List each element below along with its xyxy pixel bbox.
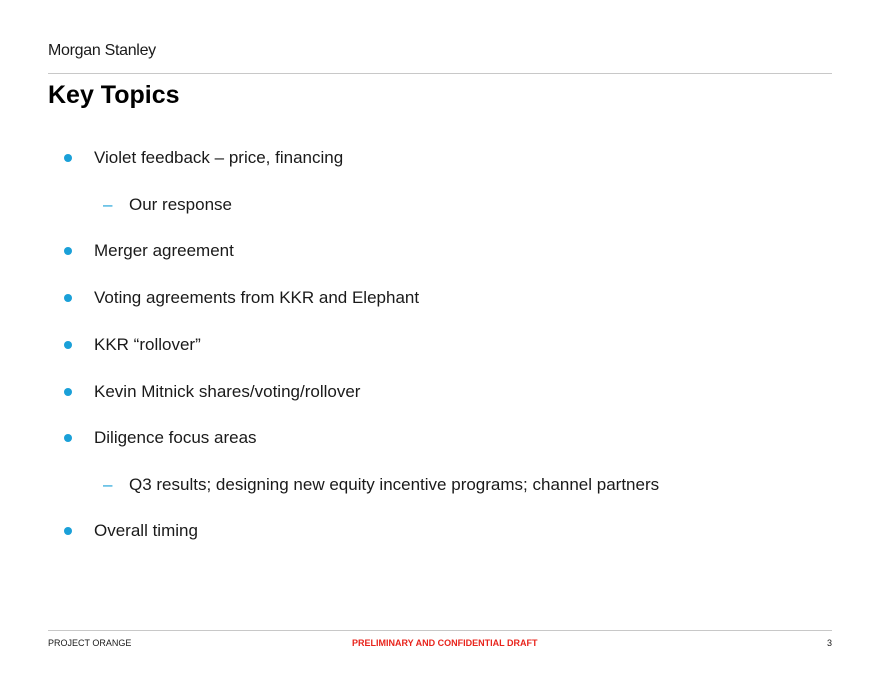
bullet-text: Merger agreement bbox=[94, 241, 234, 260]
bullet-dot-icon bbox=[64, 527, 72, 535]
sub-bullet-item bbox=[103, 193, 232, 217]
company-logo: Morgan Stanley bbox=[48, 42, 156, 59]
bullet-text: Our response bbox=[129, 195, 232, 214]
bullet-item bbox=[94, 519, 198, 543]
bullet-dot-icon bbox=[64, 388, 72, 396]
bullet-text: Diligence focus areas bbox=[94, 428, 257, 447]
header-divider bbox=[48, 73, 832, 74]
bullet-text: Overall timing bbox=[94, 521, 198, 540]
bullet-text: Kevin Mitnick shares/voting/rollover bbox=[94, 382, 361, 401]
footer-page-number: 3 bbox=[826, 638, 832, 648]
footer-confidential-label: PRELIMINARY AND CONFIDENTIAL DRAFT bbox=[352, 638, 538, 648]
dash-icon: – bbox=[103, 475, 113, 494]
bullet-item bbox=[94, 426, 257, 450]
bullet-item bbox=[94, 380, 360, 404]
bullet-item bbox=[94, 239, 234, 263]
bullet-text: Violet feedback – price, financing bbox=[94, 148, 344, 167]
footer-project-name: PROJECT ORANGE bbox=[48, 638, 132, 648]
bullet-item bbox=[94, 333, 201, 357]
bullet-dot-icon bbox=[64, 341, 72, 349]
bullet-dot-icon bbox=[64, 247, 72, 255]
bullet-dot-icon bbox=[64, 294, 72, 302]
bullet-item bbox=[94, 286, 419, 310]
bullet-text: Q3 results; designing new equity incentive programs; channel partners bbox=[129, 475, 660, 494]
bullet-text: Voting agreements from KKR and Elephant bbox=[94, 288, 420, 307]
bullet-dot-icon bbox=[64, 154, 72, 162]
footer-divider bbox=[48, 630, 832, 631]
sub-bullet-item bbox=[103, 473, 660, 497]
page-title: Key Topics bbox=[48, 81, 180, 109]
bullet-text: KKR “rollover” bbox=[94, 335, 201, 354]
bullet-item bbox=[94, 146, 343, 170]
bullet-dot-icon bbox=[64, 434, 72, 442]
dash-icon: – bbox=[103, 195, 113, 214]
